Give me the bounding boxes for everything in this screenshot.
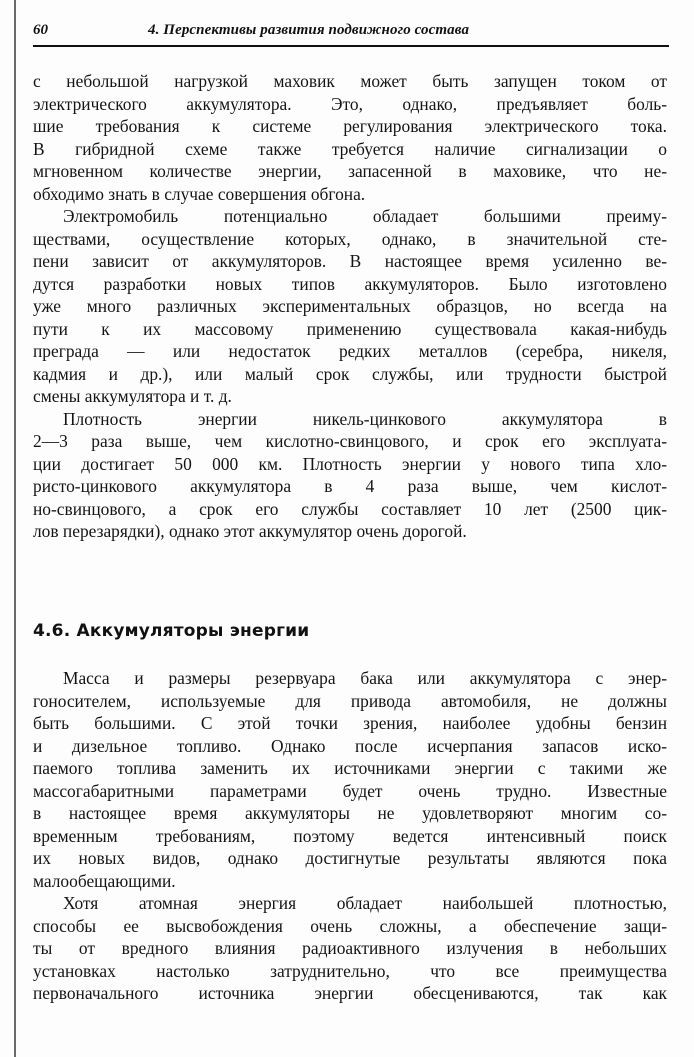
text-line: ществами, осуществление которых, однако, в значительной сте- bbox=[33, 228, 667, 249]
text-line: Хотя атомная энергия обладает наибольшей плотностью, bbox=[63, 893, 667, 913]
page-edge-line bbox=[14, 0, 16, 1057]
text-line: паемого топлива заменить их источниками энергии с такими же bbox=[33, 758, 667, 778]
text-line: преграда — или недостаток редких металлов (серебра, никеля, bbox=[33, 341, 667, 361]
running-head bbox=[33, 22, 669, 46]
text-line: смены аккумулятора и т. д. bbox=[33, 386, 232, 406]
text-line: первоначального источника энергии обесцениваются, так как bbox=[33, 983, 667, 1003]
text-line: лов перезарядки), однако этот аккумулятор очень дорогой. bbox=[33, 521, 467, 541]
text-line: пени зависит от аккумуляторов. В настоящее время усиленно ве- bbox=[33, 251, 667, 271]
text-line: ции достигает 50 000 км. Плотность энергии у нового типа хло- bbox=[33, 453, 667, 474]
text-line: 2—3 раза выше, чем кислотно-свинцового, и срок его эксплуата- bbox=[33, 431, 667, 451]
text-line: электрического аккумулятора. Это, однако, предъявляет боль- bbox=[33, 93, 667, 114]
header-rule bbox=[33, 45, 669, 47]
text-line: ты от вредного влияния радиоактивного излучения в небольших bbox=[33, 938, 667, 958]
text-line: способы ее высвобождения очень сложны, а обеспечение защи- bbox=[33, 915, 667, 936]
text-line: и дизельное топливо. Однако после исчерпания запасов иско- bbox=[33, 735, 667, 756]
text-line: мгновенном количестве энергии, запасенной в маховике, что не- bbox=[33, 161, 667, 181]
text-line: Плотность энергии никель-цинкового аккумулятора в bbox=[63, 408, 667, 429]
page-number: 60 bbox=[33, 22, 48, 38]
body-text-block-1 bbox=[33, 70, 667, 543]
section-heading: 4.6. Аккумуляторы энергии bbox=[33, 621, 310, 641]
text-line: но-свинцового, а срок его службы составляет 10 лет (2500 цик- bbox=[33, 498, 667, 519]
text-line: пути к их массовому применению существовала какая-нибудь bbox=[33, 318, 667, 339]
text-line: с небольшой нагрузкой маховик может быть запущен током от bbox=[33, 71, 667, 91]
text-line: Масса и размеры резервуара бака или аккумулятора с энер- bbox=[63, 668, 667, 688]
text-line: установках настолько затруднительно, что все преимущества bbox=[33, 960, 667, 981]
text-line: В гибридной схеме также требуется наличие сигнализации о bbox=[33, 138, 667, 159]
text-line: уже много различных экспериментальных образцов, но всегда на bbox=[33, 296, 667, 316]
text-line: в настоящее время аккумуляторы не удовлетворяют многим со- bbox=[33, 803, 667, 823]
text-line: шие требования к системе регулирования электрического тока. bbox=[33, 116, 667, 136]
text-line: малообещающими. bbox=[33, 870, 176, 891]
text-line: дутся разработки новых типов аккумуляторов. Было изготовлено bbox=[33, 273, 667, 294]
text-line: Электромобиль потенциально обладает большими преиму- bbox=[63, 206, 667, 226]
text-line: быть большими. С этой точки зрения, наиболее удобны бензин bbox=[33, 713, 667, 733]
text-line: их новых видов, однако достигнутые результаты являются пока bbox=[33, 848, 667, 868]
text-line: массогабаритными параметрами будет очень трудно. Известные bbox=[33, 780, 667, 801]
chapter-title: 4. Перспективы развития подвижного состава bbox=[148, 22, 470, 38]
text-line: ристо-цинкового аккумулятора в 4 раза выше, чем кислот- bbox=[33, 476, 667, 496]
text-line: кадмия и др.), или малый срок службы, или трудности быстрой bbox=[33, 363, 667, 384]
body-text-block-2 bbox=[33, 667, 667, 1005]
text-line: гоносителем, используемые для привода автомобиля, не должны bbox=[33, 690, 667, 711]
text-line: временным требованиям, поэтому ведется интенсивный поиск bbox=[33, 825, 667, 846]
text-line: обходимо знать в случае совершения обгона. bbox=[33, 183, 366, 204]
